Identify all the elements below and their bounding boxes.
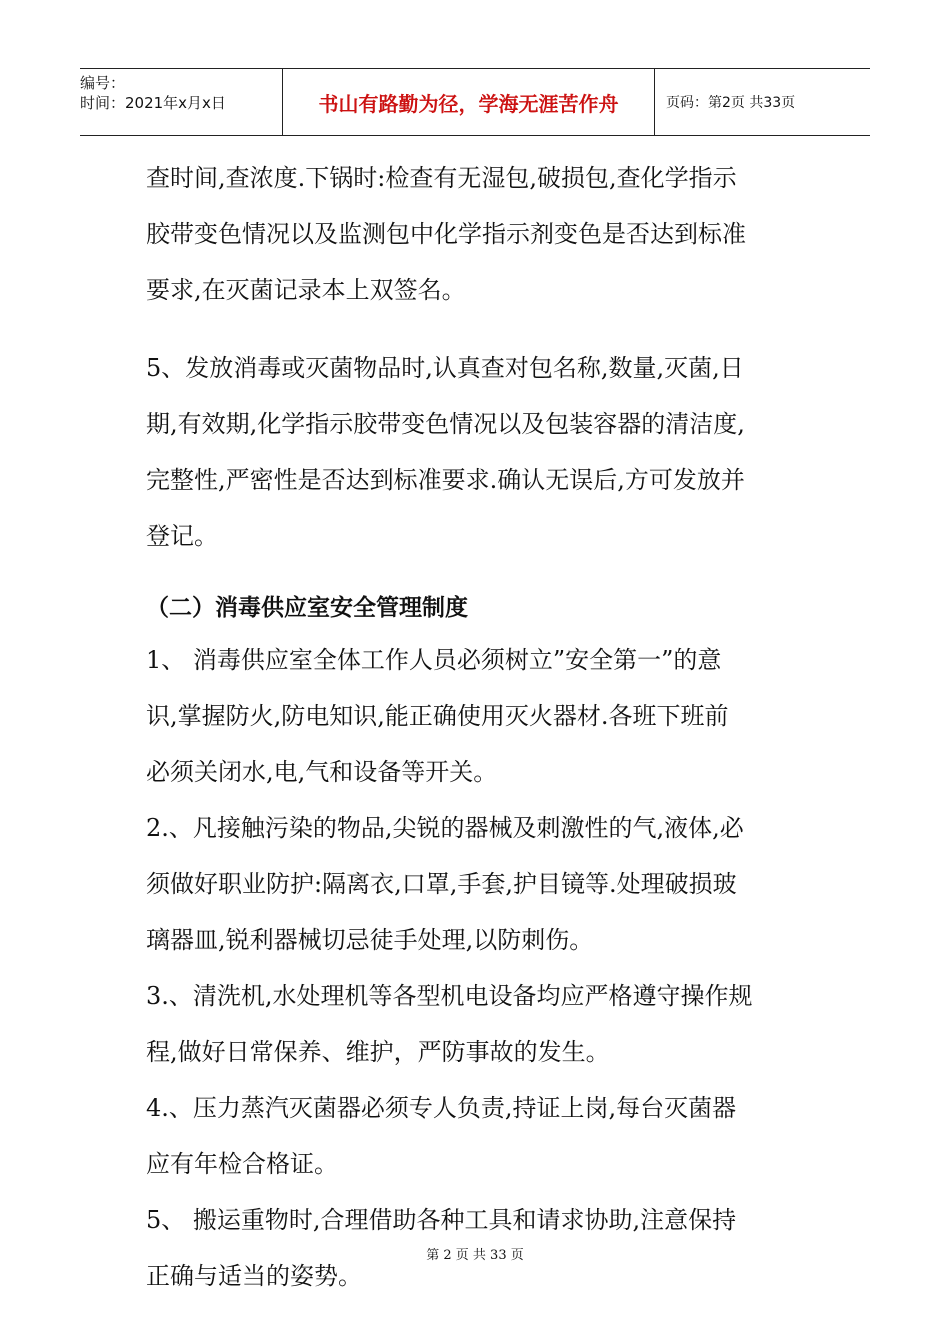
page-footer: 第 2 页 共 33 页 <box>426 1248 524 1263</box>
text-line: 5、 搬运重物时,合理借助各种工具和请求协助,注意保持 <box>146 1206 737 1234</box>
text-line: 4.、压力蒸汽灭菌器必须专人负责,持证上岗,每台灭菌器 <box>146 1094 737 1122</box>
header-divider <box>654 69 655 135</box>
list-item <box>146 968 806 1080</box>
text-line: 完整性,严密性是否达到标准要求.确认无误后,方可发放并 <box>146 466 745 494</box>
text-line: 须做好职业防护:隔离衣,口罩,手套,护目镜等.处理破损玻 <box>146 870 737 898</box>
list-item <box>146 632 806 800</box>
text-line: 必须关闭水,电,气和设备等开关。 <box>146 758 498 786</box>
text-line: 登记。 <box>146 522 218 550</box>
list-item <box>146 800 806 968</box>
section-heading: （二）消毒供应室安全管理制度 <box>146 595 468 621</box>
header-page-info: 页码：第2页 共33页 <box>666 95 796 111</box>
text-line: 2.、凡接触污染的物品,尖锐的器械及刺激性的气,液体,必 <box>146 814 744 842</box>
text-line: 5、发放消毒或灭菌物品时,认真查对包名称,数量,灭菌,日 <box>146 354 744 382</box>
document-body <box>146 150 806 1304</box>
list-item <box>146 1080 806 1192</box>
header-meta <box>80 69 282 135</box>
text-line: 应有年检合格证。 <box>146 1150 338 1178</box>
paragraph <box>146 150 806 318</box>
paragraph <box>146 340 806 564</box>
text-line: 程,做好日常保养、维护，严防事故的发生。 <box>146 1038 610 1066</box>
text-line: 识,掌握防火,防电知识,能正确使用灭火器材.各班下班前 <box>146 702 729 730</box>
page-header <box>80 68 870 136</box>
text-line: 璃器皿,锐利器械切忌徒手处理,以防刺伤。 <box>146 926 594 954</box>
text-line: 期,有效期,化学指示胶带变色情况以及包装容器的清洁度, <box>146 410 745 438</box>
text-line: 要求,在灭菌记录本上双签名。 <box>146 276 466 304</box>
header-motto: 书山有路勤为径，学海无涯苦作舟 <box>318 91 619 116</box>
text-line: 3.、清洗机,水处理机等各型机电设备均应严格遵守操作规 <box>146 982 753 1010</box>
document-date: 时间：2021年x月x日 <box>80 94 226 112</box>
text-line: 查时间,查浓度.下锅时:检查有无湿包,破损包,查化学指示 <box>146 164 737 192</box>
text-line: 正确与适当的姿势。 <box>146 1262 362 1290</box>
text-line: 胶带变色情况以及监测包中化学指示剂变色是否达到标准 <box>146 220 746 248</box>
text-line: 1、 消毒供应室全体工作人员必须树立”安全第一”的意 <box>146 646 722 674</box>
document-number-label: 编号： <box>80 74 126 92</box>
